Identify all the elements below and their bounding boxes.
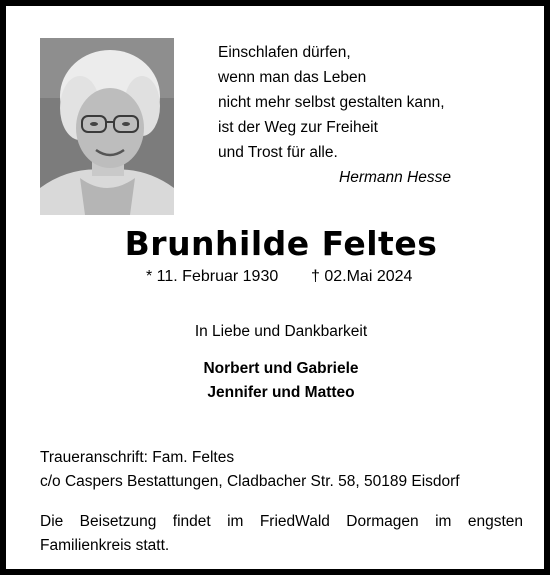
poem-quote bbox=[218, 40, 478, 190]
address-line: c/o Caspers Bestattungen, Cladbacher Str. 58, 50189 Eisdorf bbox=[40, 473, 460, 490]
address-line: Traueranschrift: Fam. Feltes bbox=[40, 449, 235, 466]
poem-line: wenn man das Leben bbox=[218, 69, 367, 86]
mourning-address bbox=[40, 446, 460, 494]
poem-line: nicht mehr selbst gestalten kann, bbox=[218, 94, 445, 111]
portrait-photo bbox=[40, 38, 174, 215]
birth-date: * 11. Februar 1930 bbox=[146, 268, 279, 285]
death-date: † 02.Mai 2024 bbox=[311, 268, 413, 285]
poem-author: Hermann Hesse bbox=[339, 169, 451, 186]
portrait-illustration bbox=[40, 38, 174, 215]
poem-line: ist der Weg zur Freiheit bbox=[218, 119, 378, 136]
deceased-name: Brunhilde Feltes bbox=[124, 224, 438, 263]
burial-note: Die Beisetzung findet im FriedWald Dormagen im engsten Familienkreis statt. bbox=[40, 513, 523, 554]
poem-line: und Trost für alle. bbox=[218, 144, 338, 161]
mourner-line: Norbert und Gabriele bbox=[203, 360, 359, 377]
dedication-text: In Liebe und Dankbarkeit bbox=[194, 323, 368, 340]
mourner-line: Jennifer und Matteo bbox=[207, 384, 355, 401]
poem-line: Einschlafen dürfen, bbox=[218, 44, 351, 61]
